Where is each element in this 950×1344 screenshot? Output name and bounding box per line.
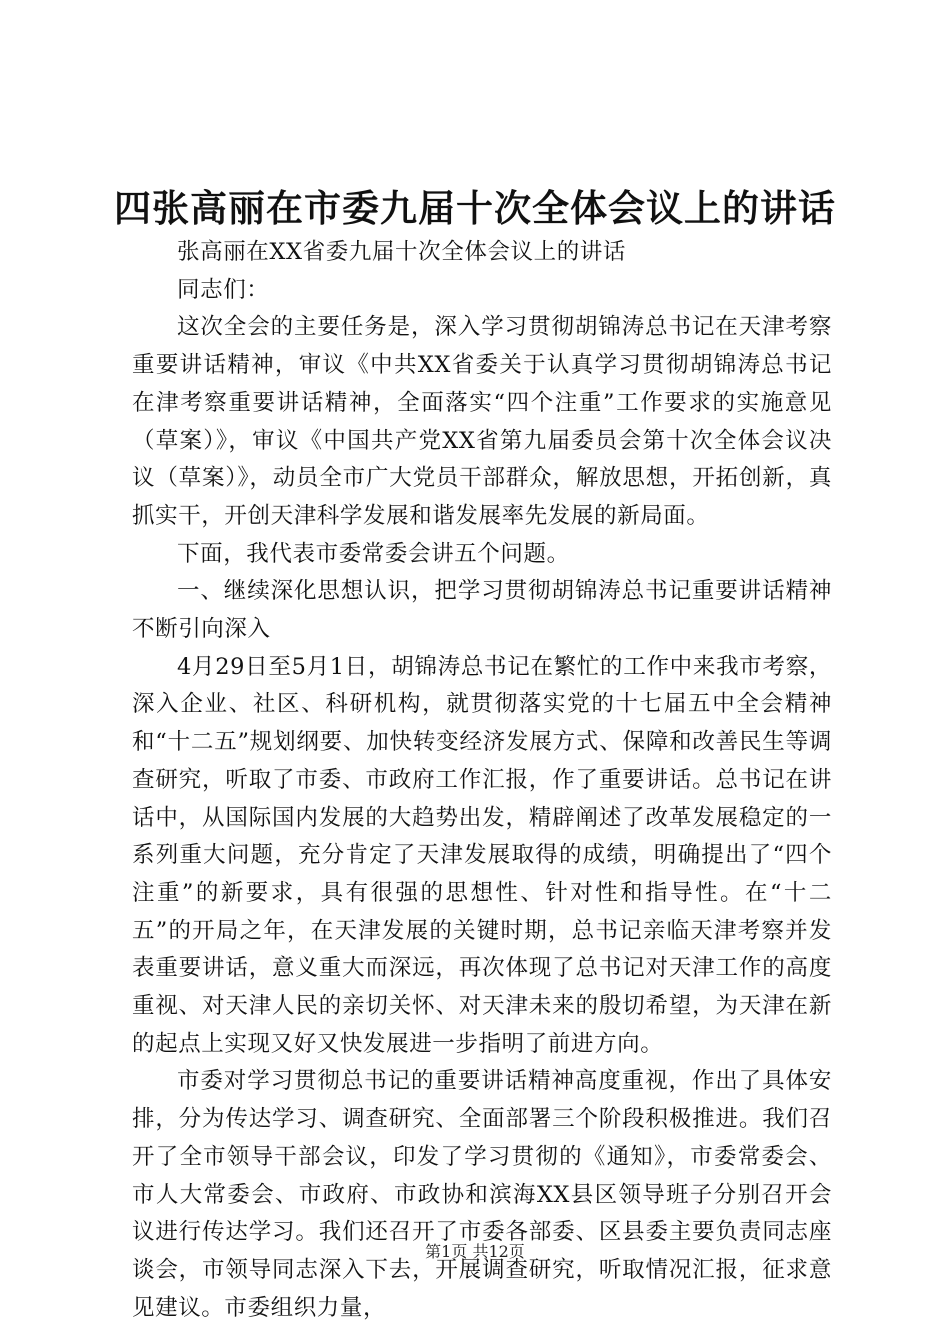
paragraph-salutation: 同志们： <box>177 276 270 303</box>
document-title: 四张高丽在市委九届十次全体会议上的讲话 <box>114 186 836 230</box>
paragraph-five-issues: 下面，我代表市委常委会讲五个问题。 <box>177 540 570 567</box>
document-body <box>132 234 832 1327</box>
section-heading-one: 一、继续深化思想认识，把学习贯彻胡锦涛总书记重要讲话精神不断引向深入 <box>132 578 832 643</box>
paragraph-subtitle: 张高丽在XX省委九届十次全体会议上的讲话 <box>177 239 627 265</box>
paragraph-main-task: 这次全会的主要任务是，深入学习贯彻胡锦涛总书记在天津考察重要讲话精神，审议《中共XX省委关于认真学习贯彻胡锦涛总书记在津考察重要讲话精神，全面落实“四个注重”工作要求的实施意见（草案）》，审议《中国共产党XX省第九届委员会第十次全体会议决议（草案）》，动员全市广大党员干部群众，解放思想，开拓创新，真抓实干，开创天津科学发展和谐发展率先发展的新局面。 <box>132 314 832 529</box>
paragraph-inspection: 4月29日至5月1日，胡锦涛总书记在繁忙的工作中来我市考察，深入企业、社区、科研机构，就贯彻落实党的十七届五中全会精神和“十二五”规划纲要、加快转变经济发展方式、保障和改善民生等调查研究，听取了市委、市政府工作汇报，作了重要讲话。总书记在讲话中，从国际国内发展的大趋势出发，精辟阐述了改革发展稳定的一系列重大问题，充分肯定了天津发展取得的成绩，明确提出了“四个注重”的新要求，具有很强的思想性、针对性和指导性。在“十二五”的开局之年，在天津发展的关键时期，总书记亲临天津考察并发表重要讲话，意义重大而深远，再次体现了总书记对天津工作的高度重视、对天津人民的亲切关怀、对天津未来的殷切希望，为天津在新的起点上实现又好又快发展进一步指明了前进方向。 <box>132 653 832 1057</box>
paragraph-arrangements: 市委对学习贯彻总书记的重要讲话精神高度重视，作出了具体安排，分为传达学习、调查研究、全面部署三个阶段积极推进。我们召开了全市领导干部会议，印发了学习贯彻的《通知》，市委常委会、市人大常委会、市政府、市政协和滨海XX县区领导班子分别召开会议进行传达学习。我们还召开了市委各部委、区县委主要负责同志座谈会，市领导同志深入下去，开展调查研究，听取情况汇报，征求意见建议。市委组织力量， <box>132 1068 832 1321</box>
page-number-footer: 第1页 共12页 <box>425 1242 525 1261</box>
